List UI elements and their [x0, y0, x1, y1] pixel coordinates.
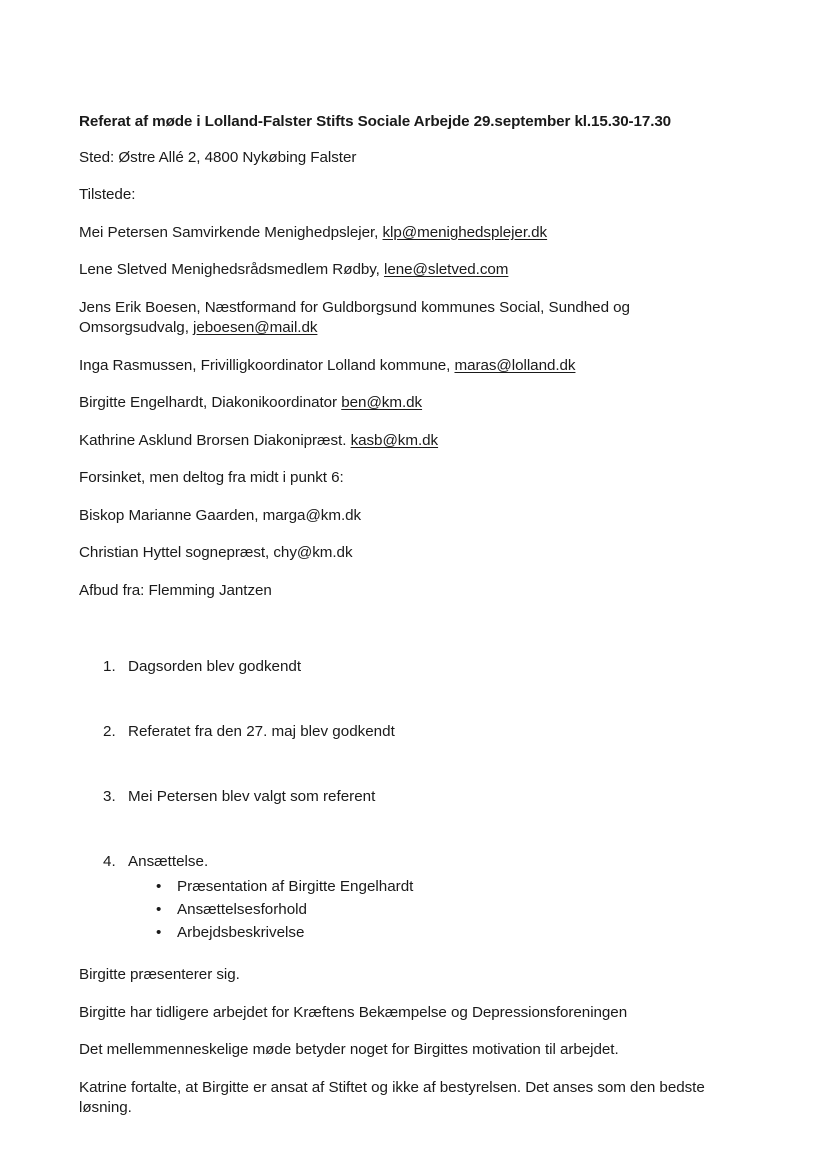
attendee-email-link[interactable]: lene@sletved.com — [384, 261, 509, 279]
agenda-item — [79, 787, 741, 807]
agenda-item-number: 1. — [103, 657, 116, 675]
attendee-description: Kathrine Asklund Brorsen Diakonipræst. — [79, 431, 351, 449]
late-arrivals-list — [79, 506, 741, 564]
agenda-item-text: Referatet fra den 27. maj blev godkendt — [128, 722, 395, 740]
agenda-subitem — [128, 875, 741, 898]
attendee-line — [79, 260, 741, 280]
attendee-description: Jens Erik Boesen, Næstformand for Guldborgsund kommunes Social, Sundhed og Omsorgsudvalg, — [79, 299, 630, 337]
late-attendee-description: Biskop Marianne Gaarden, — [79, 506, 263, 524]
agenda-item-number: 2. — [103, 722, 116, 740]
agenda-subitem-text: Arbejdsbeskrivelse — [177, 924, 305, 941]
attendee-email-link[interactable]: jeboesen@mail.dk — [193, 319, 318, 337]
agenda-subitem-text: Præsentation af Birgitte Engelhardt — [177, 877, 414, 895]
agenda-item-number: 4. — [103, 852, 116, 870]
attendee-line — [79, 223, 741, 243]
document-body — [79, 112, 741, 1135]
bullet-icon: • — [156, 924, 162, 941]
late-attendee-email: chy@km.dk — [273, 544, 353, 562]
late-arrivals-heading: Forsinket, men deltog fra midt i punkt 6: — [79, 469, 344, 487]
closing-section — [79, 965, 741, 1118]
attendee-line — [79, 356, 741, 376]
attendee-line — [79, 431, 741, 451]
absent-line: Afbud fra: Flemming Jantzen — [79, 582, 272, 599]
late-attendee-email: marga@km.dk — [262, 506, 362, 524]
bullet-icon: • — [156, 877, 162, 895]
attendee-email-link[interactable]: ben@km.dk — [341, 394, 423, 412]
closing-paragraph: Birgitte har tidligere arbejdet for Kræftens Bekæmpelse og Depressionsforeningen — [79, 1003, 628, 1021]
attendee-description: Mei Petersen Samvirkende Menighedpslejer, — [79, 223, 383, 241]
agenda-item-text: Mei Petersen blev valgt som referent — [128, 787, 376, 805]
closing-paragraph: Katrine fortalte, at Birgitte er ansat af Stiftet og ikke af bestyrelsen. Det anses som den bedste løsning. — [79, 1078, 705, 1116]
agenda-item-text: Dagsorden blev godkendt — [128, 657, 302, 675]
closing-paragraph: Birgitte præsenterer sig. — [79, 966, 240, 984]
agenda-item — [79, 722, 741, 742]
closing-paragraph: Det mellemmenneskelige møde betyder noget for Birgittes motivation til arbejdet. — [79, 1041, 619, 1059]
attendee-description: Birgitte Engelhardt, Diakonikoordinator — [79, 394, 342, 412]
section-spacer — [79, 619, 741, 657]
agenda-item — [79, 852, 741, 944]
agenda-item-number: 3. — [103, 787, 116, 805]
attendee-line — [79, 298, 741, 338]
agenda-subitem-list — [128, 875, 741, 944]
agenda-subitem — [128, 898, 741, 921]
agenda-subitem — [128, 921, 741, 944]
agenda-subitem-text: Ansættelsesforhold — [177, 900, 308, 918]
attendee-line — [79, 393, 741, 413]
attendee-email-link[interactable]: maras@lolland.dk — [454, 356, 576, 374]
late-attendee-line — [79, 543, 741, 563]
attendees-list — [79, 223, 741, 451]
agenda-list — [79, 657, 741, 945]
attendee-description: Lene Sletved Menighedsrådsmedlem Rødby, — [79, 261, 385, 279]
attendee-email-link[interactable]: klp@menighedsplejer.dk — [382, 223, 548, 241]
bullet-icon: • — [156, 900, 162, 918]
attendee-email-link[interactable]: kasb@km.dk — [350, 431, 439, 449]
agenda-item-text: Ansættelse. — [128, 852, 209, 870]
attendee-description: Inga Rasmussen, Frivilligkoordinator Lolland kommune, — [79, 356, 455, 374]
attendees-heading: Tilstede: — [79, 186, 136, 204]
location-line: Sted: Østre Allé 2, 4800 Nykøbing Falster — [79, 148, 357, 166]
document-title: Referat af møde i Lolland-Falster Stifts Sociale Arbejde 29.september kl.15.30-17.30 — [79, 113, 672, 130]
late-attendee-line — [79, 506, 741, 526]
late-attendee-description: Christian Hyttel sognepræst, — [79, 544, 274, 562]
agenda-item — [79, 657, 741, 677]
